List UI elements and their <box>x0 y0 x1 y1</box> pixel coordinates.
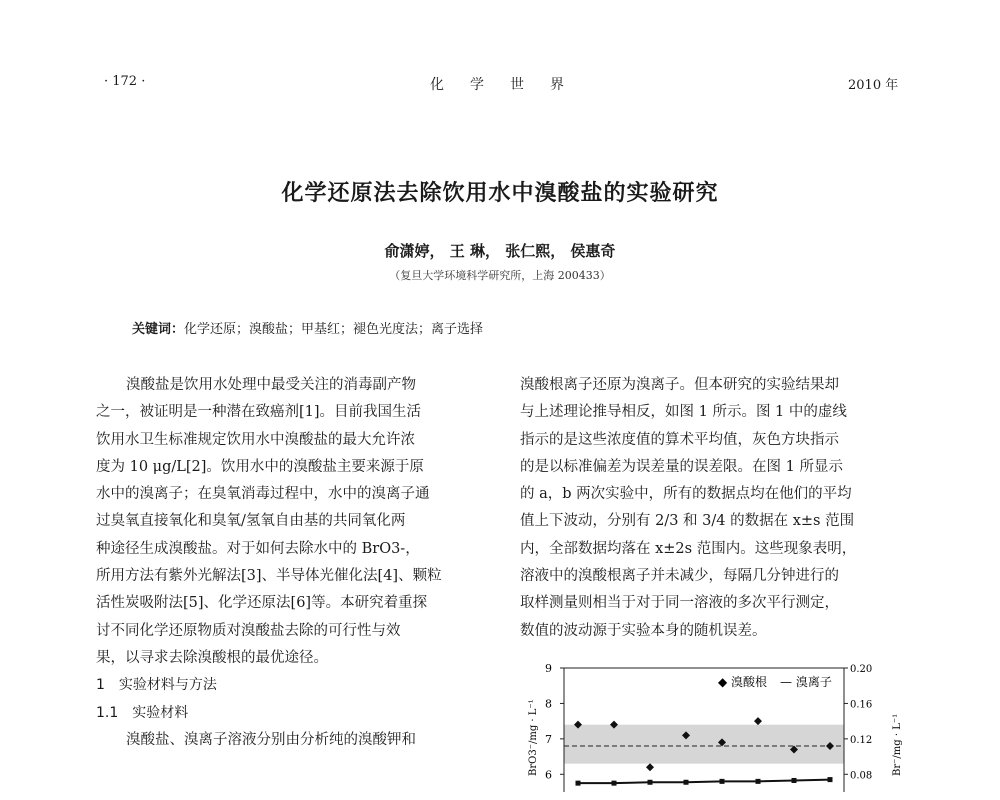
left-tick-label: 9 <box>545 662 552 675</box>
error-band <box>564 725 844 764</box>
bromide-point <box>828 777 833 782</box>
bromide-point <box>720 779 725 784</box>
paragraph-line: 种途径生成溴酸盐。对于如何去除水中的 BrO3-， <box>96 540 420 557</box>
article-affiliation: （复旦大学环境科学研究所，上海 200433） <box>389 269 611 282</box>
paragraph-line: 数值的波动源于实验本身的随机误差。 <box>520 622 767 639</box>
keywords-text: 化学还原；溴酸盐；甲基红；褪色光度法；离子选择 <box>184 322 484 337</box>
right-tick-label: 0.16 <box>850 699 873 711</box>
paragraph-line: 之一，被证明是一种潜在致癌剂[1]。目前我国生活 <box>96 404 422 421</box>
right-tick-label: 0.20 <box>850 664 873 675</box>
paragraph-line: 的 a，b 两次实验中，所有的数据点均在他们的平均 <box>520 486 852 503</box>
right-tick-label: 0.08 <box>850 770 873 782</box>
paragraph-line: 与上述理论推导相反，如图 1 所示。图 1 中的虚线 <box>520 404 847 421</box>
left-column <box>96 372 488 754</box>
paragraph-line: 过臭氧直接氧化和臭氧/氢氧自由基的共同氧化两 <box>96 513 406 530</box>
bromide-point <box>648 780 653 785</box>
paragraph-line: 饮用水卫生标准规定饮用水中溴酸盐的最大允许浓 <box>96 431 415 448</box>
right-tick-label: 0.12 <box>850 734 873 746</box>
paragraph-line: 度为 10 μg/L[2]。饮用水中的溴酸盐主要来源于原 <box>96 458 424 475</box>
paragraph-line: 水中的溴离子；在臭氧消毒过程中，水中的溴离子通 <box>96 486 430 503</box>
bromate-point <box>754 717 762 725</box>
paragraph-line: 溶液中的溴酸根离子并未减少，每隔几分钟进行的 <box>520 568 839 585</box>
paragraph-line: 所用方法有紫外光解法[3]、半导体光催化法[4]、颗粒 <box>96 568 442 585</box>
bromide-point <box>792 778 797 783</box>
article-authors: 俞潇婷， 王 琳， 张仁熙， 侯惠奇 <box>384 242 616 260</box>
bromide-point <box>612 781 617 786</box>
left-tick-label: 7 <box>545 732 552 746</box>
left-axis-label: BrO3⁻/mg · L⁻¹ <box>528 699 539 776</box>
keywords <box>132 318 483 337</box>
bromate-point <box>646 763 654 771</box>
bromide-point <box>756 779 761 784</box>
right-axis-label: Br⁻/mg · L⁻¹ <box>892 713 903 776</box>
paragraph-line: 果，以寻求去除溴酸根的最优途径。 <box>96 649 328 666</box>
paragraph-line: 内，全部数据均落在 x±2s 范围内。这些现象表明， <box>520 540 857 557</box>
legend-bromate: ◆ 溴酸根 <box>718 675 768 689</box>
article-title: 化学还原法去除饮用水中溴酸盐的实验研究 <box>281 181 719 206</box>
paragraph-line: 活性炭吸附法[5]、化学还原法[6]等。本研究着重探 <box>96 595 428 612</box>
figure-1-chart <box>518 656 918 782</box>
bromide-point <box>576 781 581 786</box>
paragraph-line: 指示的是这些浓度值的算术平均值，灰色方块指示 <box>520 431 839 448</box>
paragraph-line: 的是以标准偏差为误差量的误差限。在图 1 所显示 <box>520 458 843 475</box>
publication-year: 2010 年 <box>848 78 899 93</box>
right-column <box>520 372 912 645</box>
paragraph-line: 溴酸根离子还原为溴离子。但本研究的实验结果却 <box>520 377 839 393</box>
chart-svg <box>518 656 918 796</box>
left-tick-label: 6 <box>545 768 552 782</box>
journal-name: 化学世界 <box>430 77 590 93</box>
paragraph-line: 溴酸盐是饮用水处理中最受关注的消毒副产物 <box>126 377 416 393</box>
section-heading: 1 实验材料与方法 <box>96 677 217 694</box>
subsection-heading: 1.1 实验材料 <box>96 704 189 721</box>
bromide-point <box>684 780 689 785</box>
paragraph-line: 讨不同化学还原物质对溴酸盐去除的可行性与效 <box>96 622 401 639</box>
paragraph-line: 取样测量则相当于对于同一溶液的多次平行测定， <box>520 595 839 612</box>
paragraph-line: 值上下波动，分别有 2/3 和 3/4 的数据在 x±s 范围 <box>520 513 855 530</box>
legend-bromide: — 溴离子 <box>780 675 832 689</box>
keywords-label: 关键词： <box>132 322 185 337</box>
left-tick-label: 8 <box>545 697 552 711</box>
paragraph-line: 溴酸盐、溴离子溶液分别由分析纯的溴酸钾和 <box>126 731 416 748</box>
page-number: · 172 · <box>104 74 146 89</box>
